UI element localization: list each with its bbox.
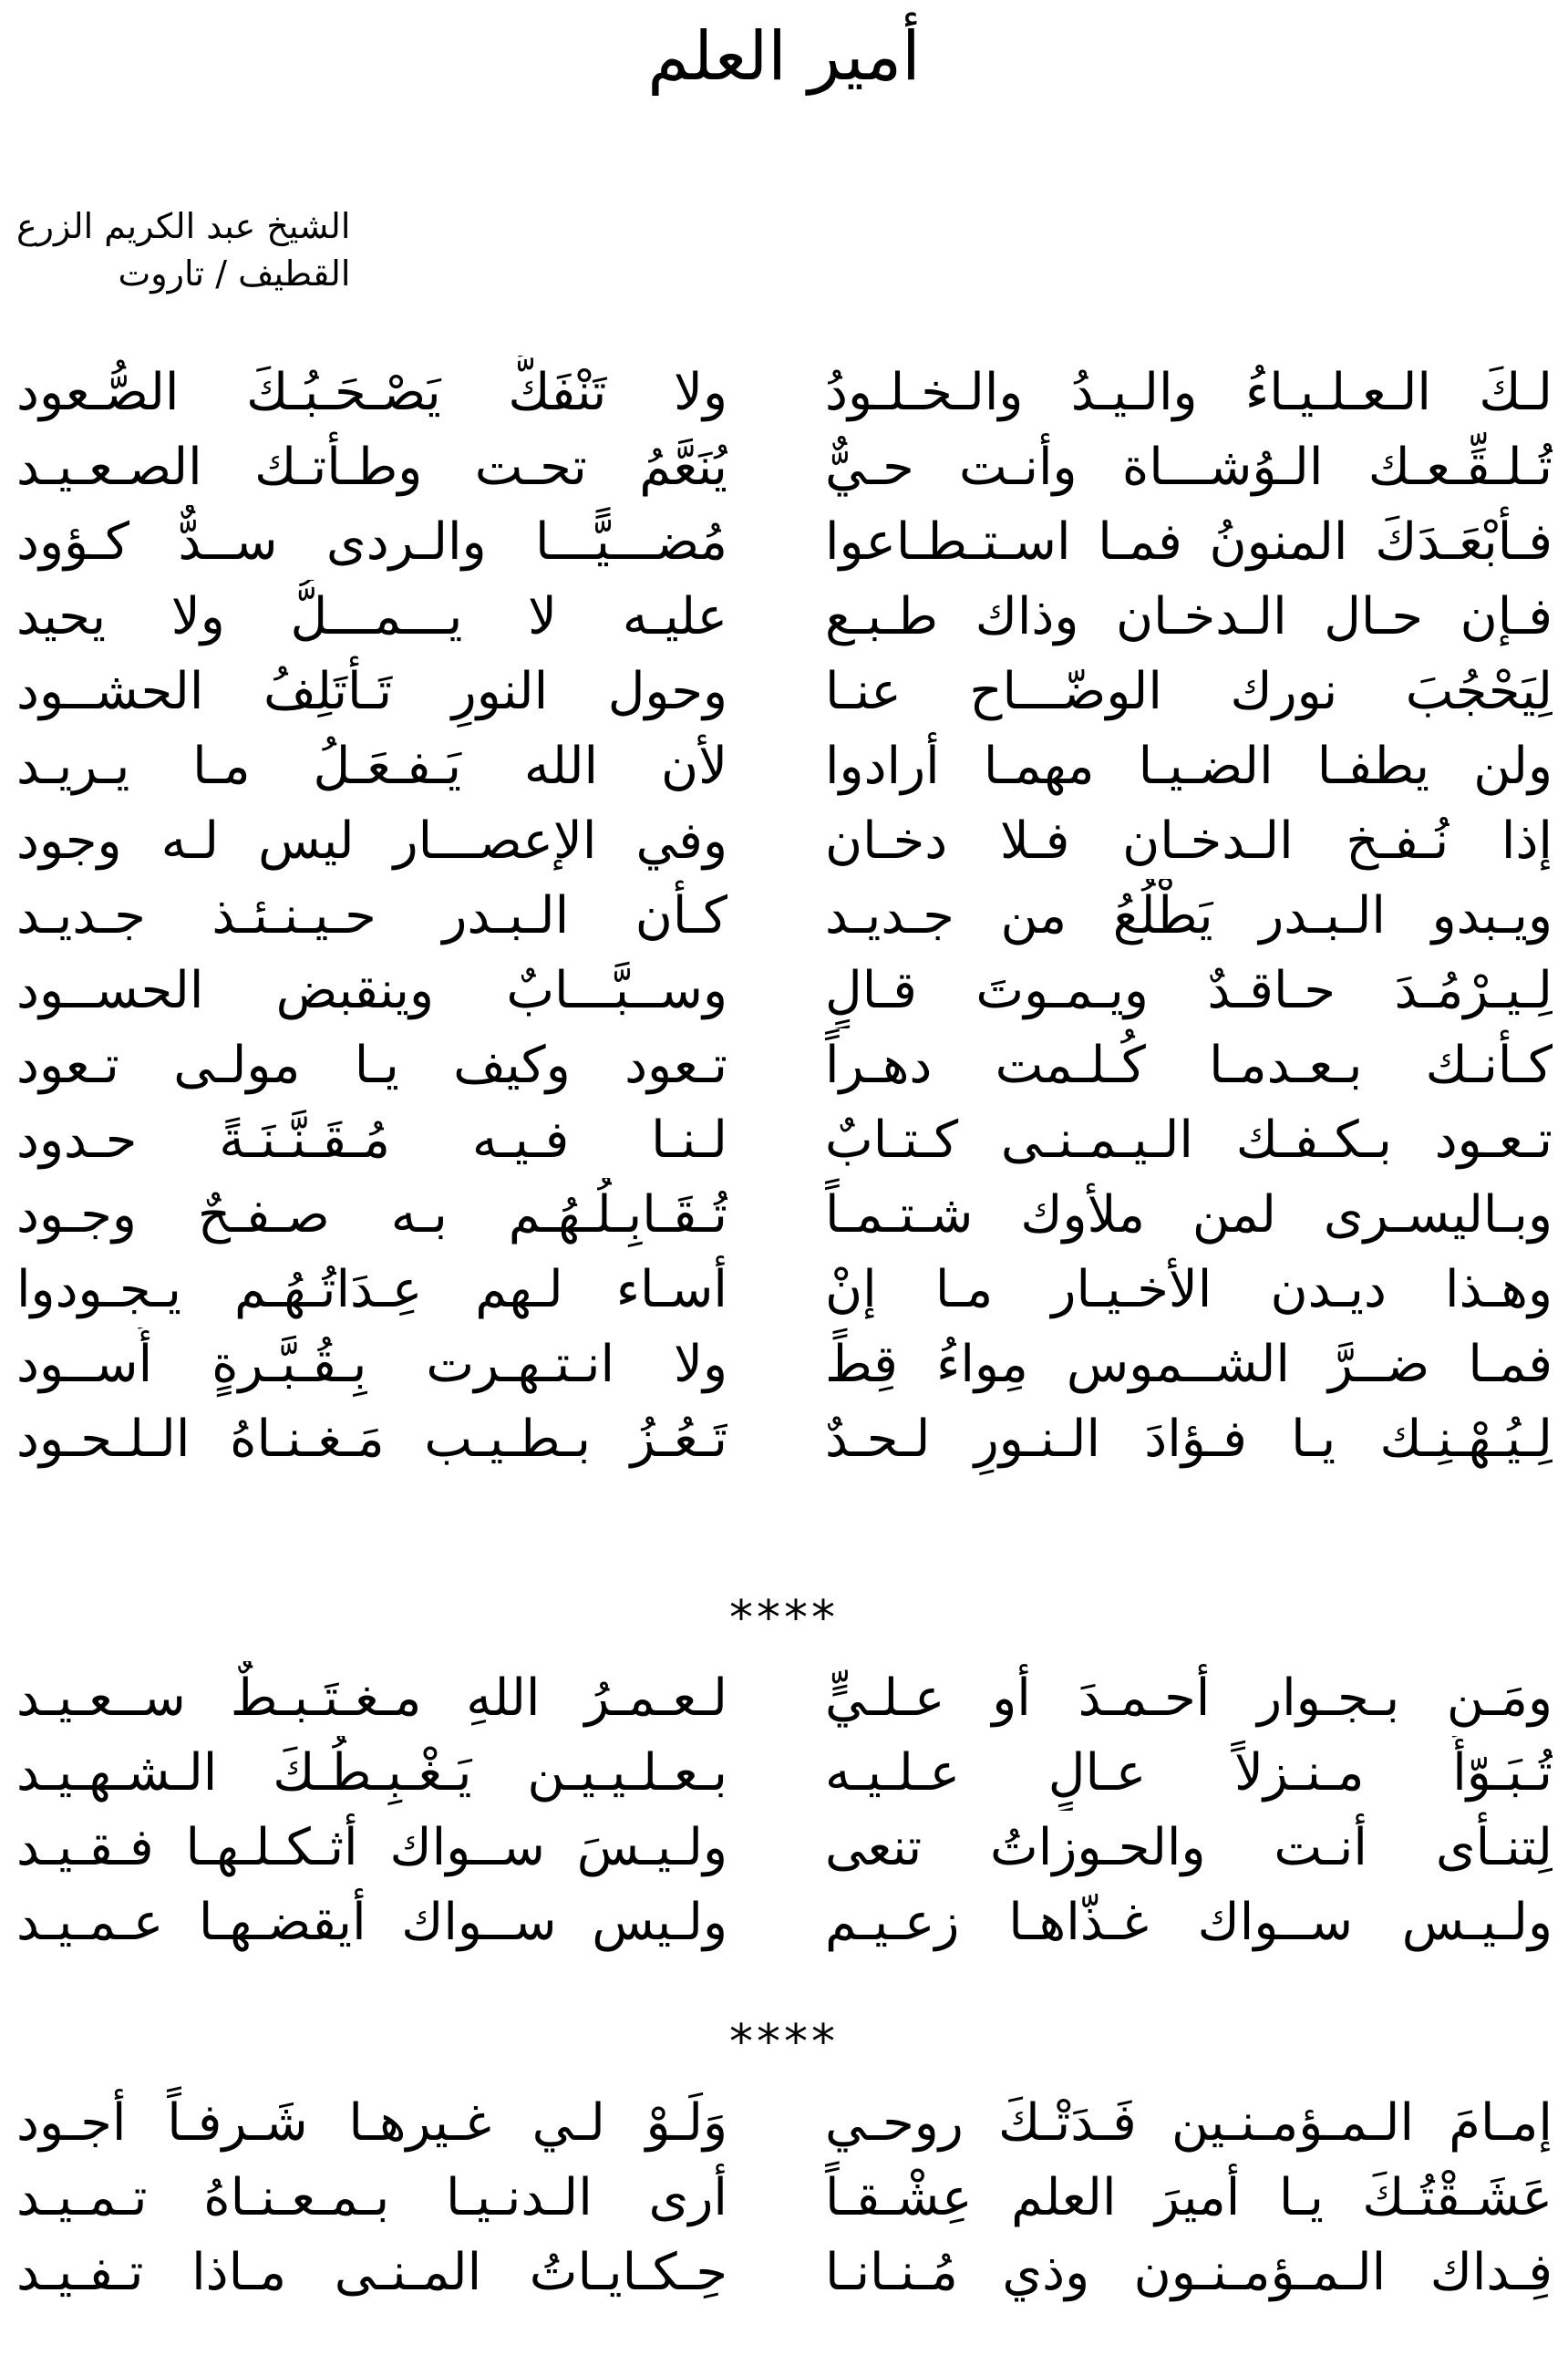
verse-second-hemistich: يُنَعَّمُ تحـت وطـأتـك الصـعـيـد (16, 438, 727, 497)
verse-line (0, 356, 1568, 430)
verse-second-hemistich: وحول النورِ تَـأْتَلِفُ الحشــود (16, 662, 727, 721)
verse-second-hemistich: مُضـــيًّـــا والـردى ســدٌّ كـؤود (16, 512, 727, 572)
verse-line (0, 1402, 1568, 1477)
verse-second-hemistich: تـعود وكيف يـا مولـى تـعود (16, 1036, 727, 1095)
verse-line (0, 2236, 1568, 2310)
verse-line (0, 1253, 1568, 1327)
verse-second-hemistich: ولـيس ســواك أيقضـهـا عـمـيـد (16, 1893, 727, 1952)
verse-line (0, 1885, 1568, 1960)
verse-first-hemistich: تُـلـقِّـعـك الـوُشـــاة وأنـت حـيٌّ (825, 438, 1553, 497)
stanza-3 (0, 2086, 1568, 2310)
verse-line (0, 1178, 1568, 1253)
verse-line (0, 1661, 1568, 1736)
author-location: القطيف / تاروت (118, 253, 351, 294)
poem-title: أمير العلم (647, 17, 921, 96)
verse-second-hemistich: ولا انـتـهـرت بِـقُـبَّـرةٍ أُســود (16, 1335, 727, 1394)
verse-second-hemistich: بـعـلـيـيـن يَـغْـبِـطُـكَ الـشـهـيـد (16, 1743, 727, 1802)
verse-line (0, 2161, 1568, 2236)
verse-first-hemistich: لِـيُـهْـنِـك يـا فـؤادَ الـنـورِ لـحـدٌ (825, 1410, 1553, 1469)
verse-line (0, 2086, 1568, 2161)
verse-second-hemistich: لـنـا فـيـه مُـقَـنَّـنَـةً حـدود (16, 1110, 727, 1170)
verse-first-hemistich: ولن يطفـا الضـيـا مهمـا أرادوا (825, 737, 1553, 796)
stanza-2 (0, 1661, 1568, 1960)
verse-first-hemistich: تـعـود بـكـفـك الـيـمـنـى كـتـابٌ (825, 1110, 1553, 1170)
verse-first-hemistich: لِتنـأى أنـت والحـوزاتُ تنعى (825, 1818, 1553, 1877)
verse-second-hemistich: تَـعُـزُ بـطـيـب مَـغـنـاهُ الـلـحـود (16, 1410, 727, 1469)
verse-line (0, 505, 1568, 580)
verse-second-hemistich: وفي الإعصـــار ليس لـه وجود (16, 811, 727, 871)
verse-line (0, 580, 1568, 655)
verse-first-hemistich: كـأنـك بـعـدمـا كُـلـمت دهـراً (825, 1036, 1553, 1095)
verse-first-hemistich: ويـبدو الـبـدر يَطْلُعُ من جـديـد (825, 886, 1553, 945)
verse-first-hemistich: فـأبْعَـدَكَ المنونُ فمـا اسـتـطـاعوا (825, 512, 1553, 572)
verse-first-hemistich: لـكَ الـعـلـيـاءُ والـيـدُ والـخـلـودُ (825, 363, 1553, 422)
stanza-separator: **** (729, 1591, 839, 1646)
verse-line (0, 1811, 1568, 1885)
verse-line (0, 1736, 1568, 1811)
verse-second-hemistich: كـأن الـبـدر حـيـنـئـذ جـديـد (16, 886, 727, 945)
verse-first-hemistich: وبـاليسـرى لمن ملأوك شـتـمـاً (825, 1185, 1553, 1245)
verse-line (0, 804, 1568, 879)
verse-line (0, 879, 1568, 954)
verse-second-hemistich: لـعـمـرُ اللهِ مـغـتَـبـطٌ ســعـيـد (16, 1668, 727, 1728)
verse-first-hemistich: عَشَـقْتُـكَ يـا أميرَ العلم عِشْـقـاً (825, 2168, 1553, 2227)
verse-second-hemistich: وَلَـوْ لـي غـيرهـا شَـرفـاً أجـود (16, 2093, 727, 2153)
verse-first-hemistich: إذا نُـفـخ الـدخـان فـلا دخـان (825, 811, 1553, 871)
verse-second-hemistich: وســبَّـــابٌ وينقبض الحســود (16, 961, 727, 1020)
verse-first-hemistich: تُـبَـوّأُ مـنـزلاً عـالٍ عـلـيـه (825, 1743, 1553, 1802)
verse-line (0, 954, 1568, 1028)
verse-line (0, 1028, 1568, 1103)
verse-second-hemistich: أرى الـدنـيـا بـمـعـنـاهُ تـمـيـد (16, 2168, 727, 2227)
verse-first-hemistich: إمـامَ الـمـؤمـنـين فَـدَتْـكَ روحـي (825, 2093, 1553, 2153)
verse-line (0, 729, 1568, 804)
verse-first-hemistich: ومَـن بـجـوار أحـمـدَ أو عـلـيٍّ (825, 1668, 1553, 1728)
verse-first-hemistich: ولـيـس ســواك غـذّاهـا زعـيـم (825, 1893, 1553, 1952)
verse-second-hemistich: أسـاء لـهم عِـدَاتُـهُـم يـجـودوا (16, 1260, 727, 1319)
verse-line (0, 1103, 1568, 1178)
verse-first-hemistich: وهـذا ديـدن الأخـيـار مـا إنْ (825, 1260, 1553, 1319)
verse-second-hemistich: تُـقَـابِـلُـهُـم بـه صـفـحٌ وجـود (16, 1185, 727, 1245)
verse-second-hemistich: حِـكـايـاتُ المـنـى مـاذا تـفـيـد (16, 2243, 727, 2302)
stanza-1 (0, 356, 1568, 1477)
verse-line (0, 430, 1568, 505)
verse-first-hemistich: لِـيـرْمُـدَ حـاقـدٌ ويـمـوتَ قـالٍ (825, 961, 1553, 1020)
author-name: الشيخ عبد الكريم الزرع (16, 206, 351, 246)
verse-line (0, 655, 1568, 729)
stanza-separator: **** (729, 2015, 839, 2070)
verse-second-hemistich: ولا تَنْفَكُّ يَصْـحَـبُـكَ الصُّـعود (16, 363, 727, 422)
verse-second-hemistich: عليـه لا يـــمـــلُّ ولا يحيد (16, 587, 727, 646)
verse-second-hemistich: لأن الله يَـفـعَـلُ مـا يـريـد (16, 737, 727, 796)
verse-second-hemistich: ولـيـسَ ســواك أثـكـلـهـا فـقـيـد (16, 1818, 727, 1877)
author-byline (16, 202, 350, 297)
verse-line (0, 1327, 1568, 1402)
verse-first-hemistich: لِيَحْجُبَ نورك الوضّـــاح عنـا (825, 662, 1553, 721)
verse-first-hemistich: فمـا ضــرَّ الشــموس مِواءُ قِطٍّ (825, 1335, 1553, 1394)
verse-first-hemistich: فِـداك الـمـؤمـنـون وذي مُـنـانـا (825, 2243, 1553, 2302)
verse-first-hemistich: فـإن حـال الـدخـان وذاك طـبـع (825, 587, 1553, 646)
